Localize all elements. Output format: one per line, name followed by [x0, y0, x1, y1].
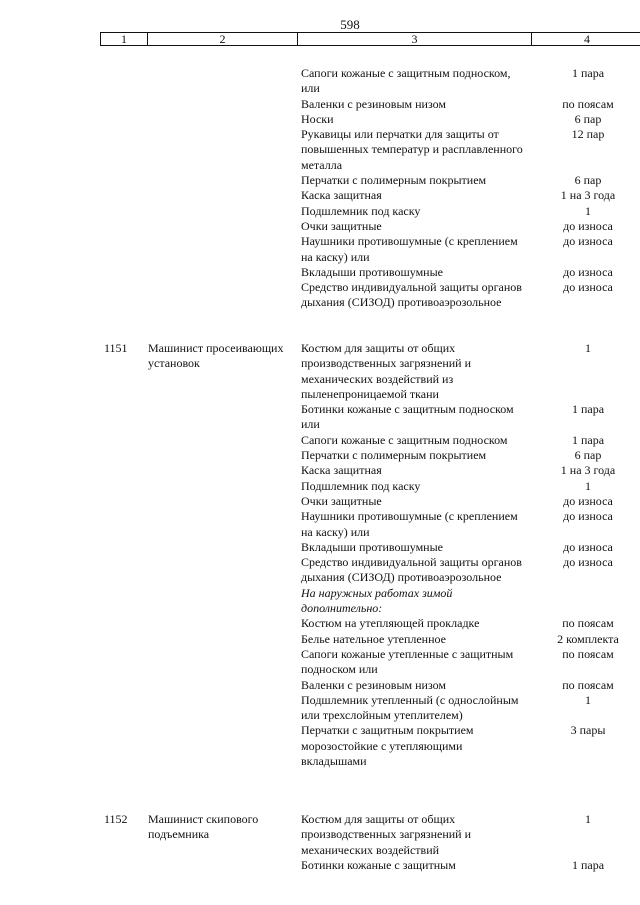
item-name: Подшлемник под каску: [301, 203, 421, 218]
item-quantity: 6 пар: [574, 448, 602, 463]
item-name: Вкладыши противошумные: [301, 264, 443, 279]
item-name: Наушники противошумные (с креплением на каску) или: [301, 509, 518, 539]
profession-name: Машинист просеивающих установок: [148, 341, 284, 371]
item-row: [301, 341, 640, 402]
item-name: Каска защитная: [301, 463, 382, 478]
item-quantity: 1: [585, 341, 591, 355]
item-quantity: 6 пар: [574, 111, 602, 126]
item-name: Перчатки с защитным покрытием морозостойкие с утепляющими вкладышами: [301, 723, 474, 769]
item-row: [301, 219, 640, 234]
item-row: [301, 723, 640, 769]
item-row: [301, 433, 640, 448]
item-row: [301, 494, 640, 509]
item-row: [301, 693, 640, 724]
item-name: Средство индивидуальной защиты органов дыхания (СИЗОД) противоаэрозольное: [301, 555, 522, 585]
item-row: [301, 812, 640, 858]
item-subheading: На наружных работах зимой дополнительно:: [301, 585, 453, 616]
column-header-4: 4: [584, 32, 590, 46]
item-quantity: до износа: [563, 509, 613, 524]
item-name: Сапоги кожаные с защитным подноском, или: [301, 66, 511, 96]
item-quantity: 1 на 3 года: [560, 463, 616, 478]
item-name: Ботинки кожаные с защитным: [301, 857, 456, 872]
item-list: [301, 66, 640, 311]
item-name: Средство индивидуальной защиты органов дыхания (СИЗОД) противоаэрозольное: [301, 280, 522, 310]
item-quantity: 1 пара: [571, 857, 605, 872]
item-name: Костюм для защиты от общих производственных загрязнений и механических воздействий: [301, 812, 472, 857]
item-quantity: до износа: [563, 218, 613, 233]
item-row: [301, 112, 640, 127]
item-name: Ботинки кожаные с защитным подноском или: [301, 402, 514, 432]
entry-number: 1151: [104, 341, 128, 355]
item-row: [301, 127, 640, 173]
item-quantity: 6 пар: [574, 173, 602, 188]
item-row: [301, 66, 640, 97]
column-header-3: 3: [411, 32, 418, 46]
item-name: Сапоги кожаные утепленные с защитным подноском или: [301, 646, 514, 677]
profession-name: Машинист скипового подъемника: [148, 812, 259, 842]
item-row: [301, 858, 640, 873]
entry-number: 1152: [104, 812, 128, 826]
item-quantity: до износа: [563, 539, 613, 554]
item-name: Носки: [301, 111, 334, 126]
item-quantity: 3 пары: [570, 723, 606, 738]
item-quantity: 1: [585, 203, 591, 218]
item-row: [301, 647, 640, 678]
item-quantity: по поясам: [562, 646, 614, 661]
item-row: [301, 448, 640, 463]
item-row: [301, 540, 640, 555]
item-row: [301, 678, 640, 693]
item-name: Вкладыши противошумные: [301, 539, 443, 554]
item-name: Рукавицы или перчатки для защиты от повышенных температур и расплавленного металла: [301, 127, 523, 172]
item-list: [301, 812, 640, 873]
item-name: Костюм для защиты от общих производственных загрязнений и механических воздействий из пыленепроницаемой ткани: [301, 341, 472, 401]
item-row: [301, 616, 640, 631]
item-quantity: до износа: [563, 555, 613, 570]
item-quantity: 1: [585, 692, 591, 707]
item-quantity: по поясам: [562, 616, 614, 631]
item-name: Валенки с резиновым низом: [301, 96, 447, 111]
item-name: Костюм на утепляющей прокладке: [301, 616, 480, 631]
item-quantity: 1 на 3 года: [560, 188, 616, 203]
item-row: [301, 173, 640, 188]
item-row: [301, 188, 640, 203]
item-row: [301, 479, 640, 494]
item-row: [301, 509, 640, 540]
item-quantity: до износа: [563, 264, 613, 279]
item-row: [301, 97, 640, 112]
item-name: Перчатки с полимерным покрытием: [301, 448, 487, 463]
item-list: [301, 341, 640, 769]
item-name: Очки защитные: [301, 218, 382, 233]
item-name: Очки защитные: [301, 493, 382, 508]
item-quantity: 1 пара: [571, 432, 605, 447]
column-header-row: [100, 32, 640, 46]
item-row: [301, 280, 640, 311]
item-row: [301, 234, 640, 265]
item-row: [301, 402, 640, 433]
item-quantity: 12 пар: [571, 127, 605, 142]
item-quantity: 1 пара: [571, 66, 605, 80]
item-quantity: 2 комплекта: [557, 631, 619, 646]
column-header-1: 1: [121, 32, 127, 46]
item-row: [301, 555, 640, 586]
item-row: [301, 632, 640, 647]
item-name: Перчатки с полимерным покрытием: [301, 173, 487, 188]
item-quantity: до износа: [563, 234, 613, 249]
item-row: [301, 463, 640, 478]
item-name: Наушники противошумные (с креплением на каску) или: [301, 234, 518, 264]
item-name: Валенки с резиновым низом: [301, 677, 447, 692]
item-quantity: 1: [585, 478, 591, 493]
item-row-subheading: [301, 586, 640, 617]
item-name: Каска защитная: [301, 188, 382, 203]
page-number: 598: [340, 17, 360, 32]
item-name: Белье нательное утепленное: [301, 631, 446, 646]
item-row: [301, 265, 640, 280]
item-name: Подшлемник под каску: [301, 478, 421, 493]
item-quantity: до износа: [563, 280, 613, 295]
item-quantity: по поясам: [562, 677, 614, 692]
item-quantity: 1 пара: [571, 402, 605, 417]
item-quantity: по поясам: [562, 96, 614, 111]
column-header-2: 2: [219, 32, 226, 46]
item-name: Сапоги кожаные с защитным подноском: [301, 432, 508, 447]
item-name: Подшлемник утепленный (с однослойным или трехслойным утеплителем): [301, 692, 519, 723]
item-quantity: 1: [585, 812, 591, 826]
item-quantity: до износа: [563, 493, 613, 508]
item-row: [301, 204, 640, 219]
